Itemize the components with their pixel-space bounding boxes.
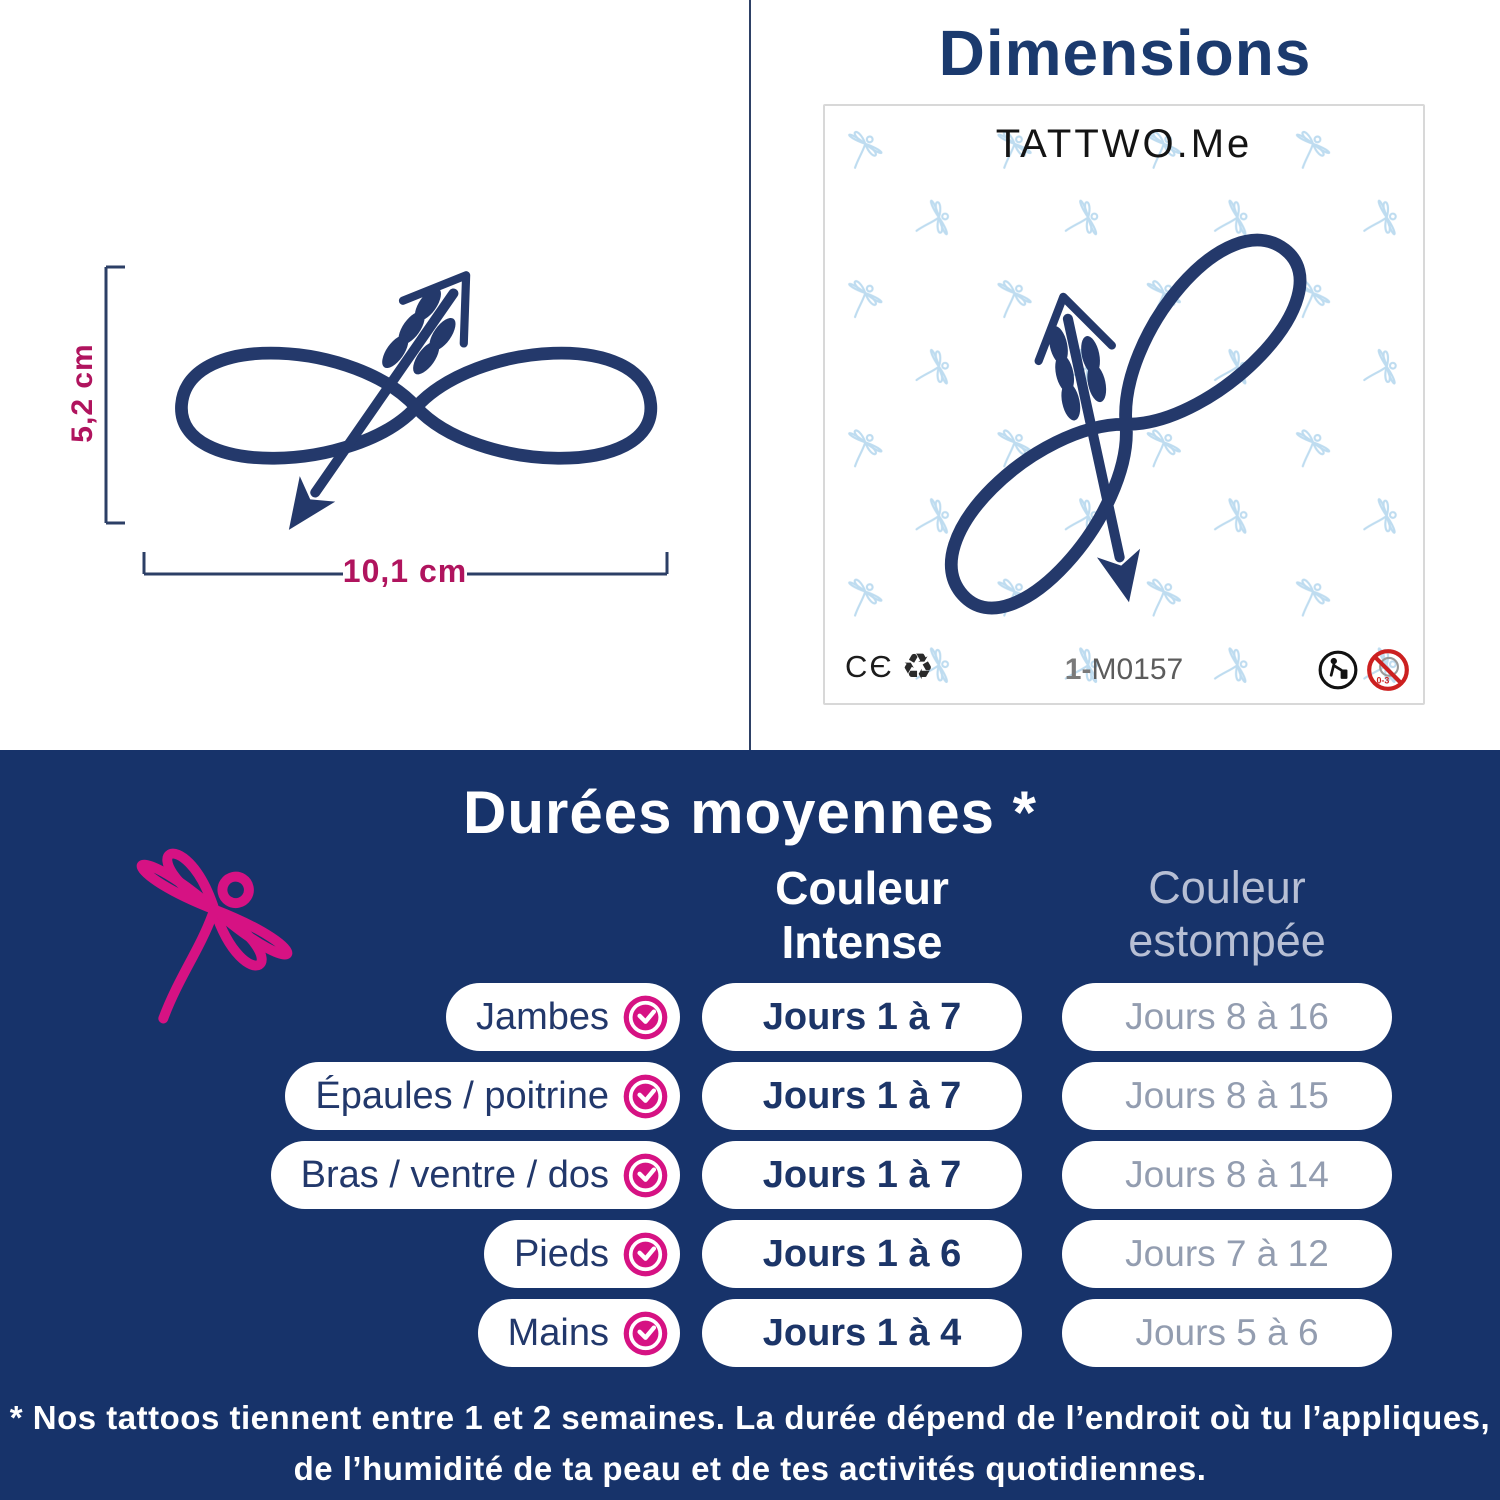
width-dimension-label: 10,1 cm	[342, 553, 468, 589]
infinity-arrow-tattoo	[145, 248, 660, 548]
durations-table	[0, 862, 1500, 970]
zone-pill	[478, 1299, 680, 1367]
recycle-icon: ♻	[901, 646, 934, 687]
zone-label: Épaules / poitrine	[315, 1074, 609, 1117]
zone-label: Bras / ventre / dos	[300, 1153, 609, 1196]
zone-pill	[271, 1141, 680, 1209]
zone-pill	[446, 983, 680, 1051]
zone-pill	[484, 1220, 680, 1288]
table-row	[0, 1141, 1500, 1209]
column-header-intense: Couleur Intense	[775, 862, 949, 968]
zone-label: Jambes	[475, 995, 609, 1038]
faded-duration-pill: Jours 7 à 12	[1062, 1220, 1392, 1288]
table-row	[0, 1220, 1500, 1288]
durations-rows	[0, 983, 1500, 1367]
dimensions-panel	[750, 0, 1500, 750]
tidyman-icon	[1317, 649, 1359, 691]
tattoo-sheet-artwork	[825, 106, 1423, 703]
faded-duration-pill: Jours 8 à 15	[1062, 1062, 1392, 1130]
clock-icon	[622, 1310, 669, 1357]
ce-mark: CЄ	[845, 649, 894, 684]
table-header-row	[0, 862, 1500, 970]
sku-number: M0157	[1091, 653, 1184, 686]
height-dimension-label: 5,2 cm	[66, 343, 99, 443]
clock-icon	[622, 994, 669, 1041]
sku-prefix: 1-	[1064, 653, 1092, 686]
clock-icon	[622, 1152, 669, 1199]
zone-label: Pieds	[513, 1232, 609, 1275]
age-warning-icon	[1365, 647, 1411, 693]
clock-icon	[622, 1073, 669, 1120]
durations-section	[0, 750, 1500, 1500]
faded-duration-pill: Jours 8 à 14	[1062, 1141, 1392, 1209]
footnote-line: de l’humidité de ta peau et de tes activités quotidiennes.	[293, 1450, 1207, 1488]
column-header-faded: Couleur estompée	[1128, 862, 1326, 966]
dimensions-title: Dimensions	[938, 17, 1312, 89]
tattoo-sheet-card	[823, 104, 1425, 705]
intense-duration-pill: Jours 1 à 6	[702, 1220, 1022, 1288]
zone-label: Mains	[507, 1311, 609, 1354]
footnote	[0, 1392, 1500, 1494]
safety-marks	[1317, 647, 1411, 693]
zone-pill	[285, 1062, 680, 1130]
brand-logo: TATTWO.Me	[995, 122, 1253, 166]
table-row	[0, 1062, 1500, 1130]
durations-title: Durées moyennes *	[463, 779, 1037, 846]
size-panel	[0, 0, 750, 750]
table-row	[0, 1299, 1500, 1367]
intense-duration-pill: Jours 1 à 7	[702, 1062, 1022, 1130]
footnote-line: * Nos tattoos tiennent entre 1 et 2 semaines. La durée dépend de l’endroit où tu l’appliques,	[9, 1399, 1491, 1436]
intense-duration-pill: Jours 1 à 4	[702, 1299, 1022, 1367]
intense-duration-pill: Jours 1 à 7	[702, 983, 1022, 1051]
table-row	[0, 983, 1500, 1051]
sheet-footer	[825, 647, 1423, 693]
clock-icon	[622, 1231, 669, 1278]
faded-duration-pill: Jours 5 à 6	[1062, 1299, 1392, 1367]
faded-duration-pill: Jours 8 à 16	[1062, 983, 1392, 1051]
intense-duration-pill: Jours 1 à 7	[702, 1141, 1022, 1209]
